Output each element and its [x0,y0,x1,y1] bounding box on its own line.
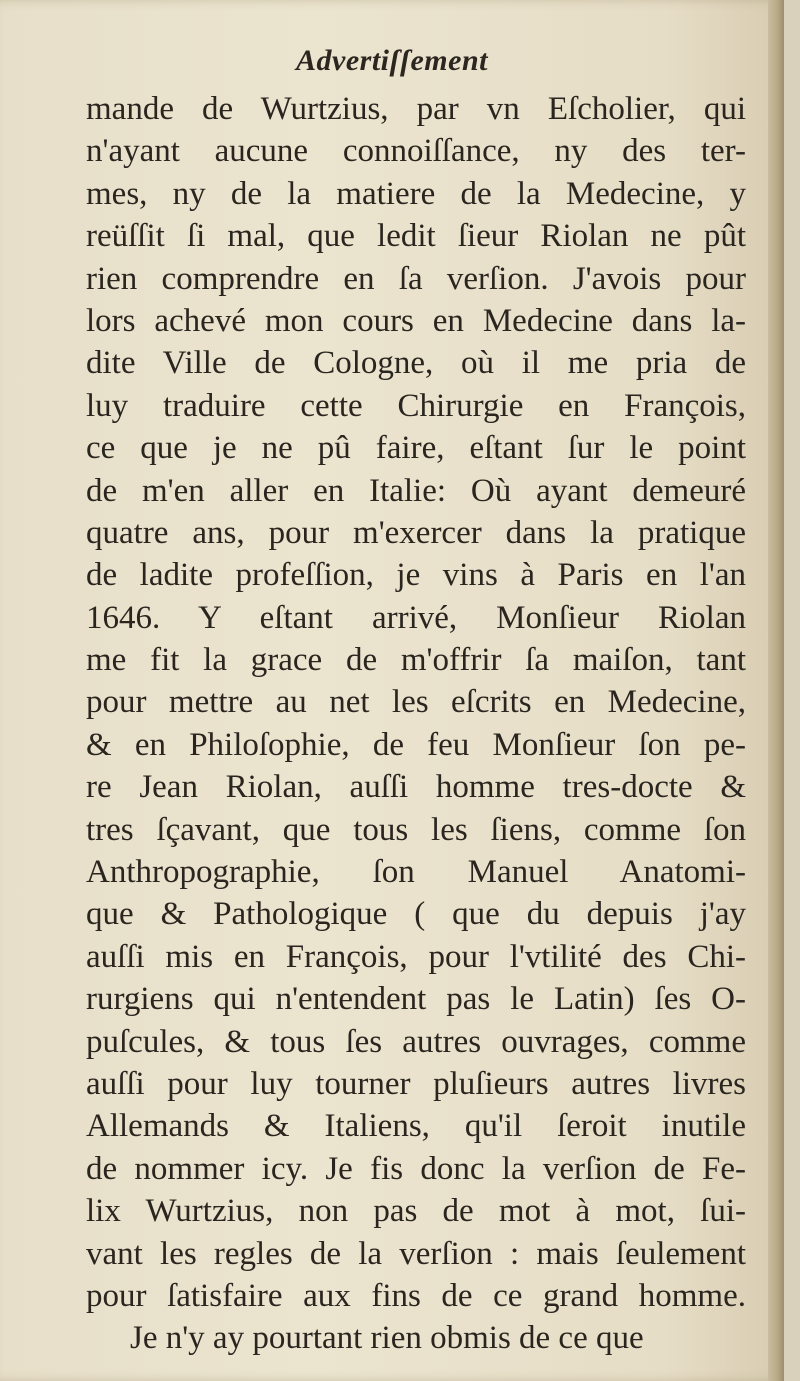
text-line: mes, ny de la matiere de la Medecine, y [86,175,746,212]
text-line: quatre ans, pour m'exercer dans la pratique [86,514,746,551]
text-line: re Jean Riolan, auſſi homme tres-docte & [86,769,746,806]
text-line: ce que je ne pû faire, eſtant ſur le point [86,430,746,467]
text-line: rien comprendre en ſa verſion. J'avois pour [86,260,746,297]
text-line: 1646. Y eſtant arrivé, Monſieur Riolan [86,599,746,636]
text-line: pour ſatisfaire aux fins de ce grand homme. [86,1277,746,1314]
page-body-text [86,88,746,1360]
text-line: de ladite profeſſion, je vins à Paris en l'an [86,557,746,594]
text-line: vant les regles de la verſion : mais ſeulement [86,1235,746,1272]
text-line: & en Philoſophie, de feu Monſieur ſon pe- [86,726,746,763]
text-line: reüſſit ſi mal, que ledit ſieur Riolan ne pût [86,218,746,255]
text-line: me fit la grace de m'offrir ſa maiſon, tant [86,642,746,679]
text-line: dite Ville de Cologne, où il me pria de [86,345,746,382]
page-edge [768,0,784,1381]
text-line: rurgiens qui n'entendent pas le Latin) ſes O- [86,981,746,1018]
text-line: luy traduire cette Chirurgie en François, [86,387,746,424]
text-line: auſſi pour luy tourner pluſieurs autres livres [86,1065,746,1102]
text-line: Allemands & Italiens, qu'il ſeroit inutile [86,1108,746,1145]
text-line: Anthropographie, ſon Manuel Anatomi- [86,854,746,891]
text-line: de nommer icy. Je fis donc la verſion de Fe- [86,1150,746,1187]
text-line: auſſi mis en François, pour l'vtilité des Chi- [86,938,746,975]
text-line: Je n'y ay pourtant rien obmis de ce que [130,1320,644,1357]
text-line: pour mettre au net les eſcrits en Medecine, [86,684,746,721]
text-line: de m'en aller en Italie: Où ayant demeuré [86,472,746,509]
text-line: lors achevé mon cours en Medecine dans la- [86,302,746,339]
text-line: que & Pathologique ( que du depuis j'ay [86,896,746,933]
text-line: puſcules, & tous ſes autres ouvrages, comme [86,1023,746,1060]
text-line: tres ſçavant, que tous les ſiens, comme ſon [86,811,746,848]
running-head: Advertiſſement [296,44,488,77]
text-line: n'ayant aucune connoiſſance, ny des ter- [86,133,746,170]
text-line: mande de Wurtzius, par vn Eſcholier, qui [86,91,746,127]
text-line: lix Wurtzius, non pas de mot à mot, ſui- [86,1193,746,1230]
